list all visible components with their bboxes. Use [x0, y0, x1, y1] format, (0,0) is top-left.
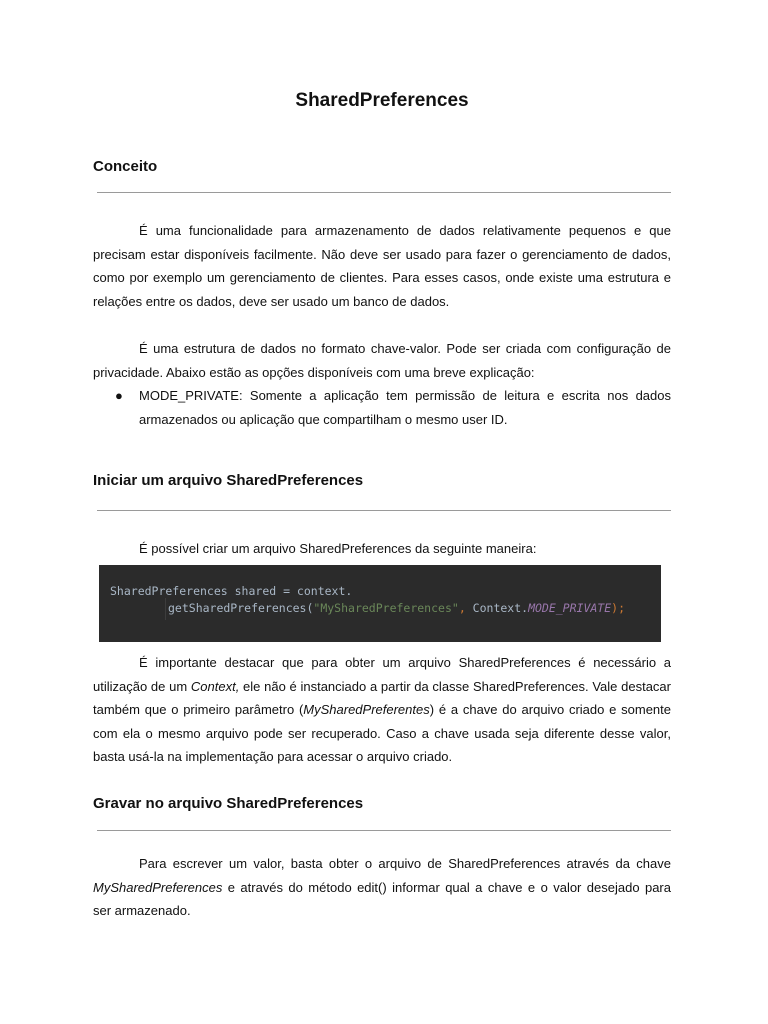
- paragraph-conceito-1: [93, 219, 671, 313]
- text-line: É possível criar um arquivo SharedPreferences da seguinte maneira:: [139, 541, 537, 556]
- text-span: ele não é instanciado a partir da classe SharedPreferences. Vale destacar: [239, 678, 671, 694]
- section-divider: [97, 192, 671, 193]
- emphasis: Context,: [190, 678, 240, 694]
- text-line: privacidade. Abaixo estão as opções disponíveis com uma breve explicação:: [93, 364, 535, 380]
- text-line: com ela o mesmo arquivo pode ser recuperado. Caso a chave usada seja diferente desse valor,: [93, 725, 671, 741]
- text-span: : Somente a aplicação tem permissão de leitura e escrita nos dados: [238, 388, 671, 403]
- text-line: precisam estar disponíveis facilmente. Não deve ser usado para fazer o gerenciamento de dados,: [93, 246, 671, 262]
- text-line: ser armazenado.: [93, 903, 191, 918]
- text-line: [93, 675, 671, 699]
- text-line: basta usá-la na implementação para acessar o arquivo criado.: [93, 749, 453, 764]
- text-line: [139, 384, 671, 408]
- code-token: ,: [458, 601, 473, 615]
- list-item: [93, 384, 671, 432]
- text-line: [93, 698, 671, 722]
- mode-private-term: MODE_PRIVATE: [139, 388, 239, 403]
- text-line: É uma estrutura de dados no formato chave-valor. Pode ser criada com configuração de: [139, 341, 671, 356]
- text-line: como por exemplo um gerenciamento de clientes. Para esses casos, onde existe uma estrutura e: [93, 270, 671, 285]
- page-title: SharedPreferences: [295, 90, 469, 111]
- text-span: também que o primeiro parâmetro (: [93, 702, 304, 717]
- text-line: É uma funcionalidade para armazenamento de dados relativamente pequenos e que: [139, 223, 671, 238]
- section-divider: [97, 830, 671, 831]
- emphasis: MySharedPreferences: [93, 879, 223, 895]
- bullet-icon: ●: [115, 388, 123, 403]
- heading-conceito: Conceito: [93, 158, 158, 175]
- code-token: Context.: [472, 601, 529, 615]
- code-token: getSharedPreferences(: [168, 601, 314, 615]
- text-span: e através do método edit() informar qual a chave e o valor desejado para: [222, 879, 671, 895]
- code-constant: MODE_PRIVATE: [528, 601, 612, 615]
- text-line: [93, 876, 671, 900]
- emphasis: MySharedPreferentes: [303, 702, 430, 717]
- heading-iniciar: Iniciar um arquivo SharedPreferences: [93, 472, 364, 489]
- paragraph-iniciar: [93, 651, 671, 769]
- text-line: Para escrever um valor, basta obter o arquivo de SharedPreferences através da chave: [139, 856, 671, 871]
- text-span: ) é a chave do arquivo criado e somente: [429, 702, 671, 717]
- indent-guide: [165, 598, 166, 620]
- text-line: É importante destacar que para obter um arquivo SharedPreferences é necessário a: [139, 655, 671, 670]
- paragraph-gravar: [93, 852, 671, 923]
- text-line: relações entre os dados, deve ser usado um banco de dados.: [93, 293, 450, 309]
- code-string: "MySharedPreferences": [313, 601, 459, 615]
- code-token: );: [611, 601, 626, 615]
- list-item-text: [139, 384, 671, 431]
- paragraph-conceito-2: [93, 337, 671, 384]
- paragraph-iniciar-intro: [93, 537, 671, 561]
- code-line: [168, 601, 625, 615]
- text-line: armazenados ou aplicação que compartilham o mesmo user ID.: [139, 411, 508, 427]
- code-line: SharedPreferences shared = context.: [110, 584, 353, 598]
- heading-gravar: Gravar no arquivo SharedPreferences: [93, 795, 364, 812]
- text-span: utilização de um: [93, 678, 191, 694]
- code-block: [99, 565, 661, 642]
- section-divider: [97, 510, 671, 511]
